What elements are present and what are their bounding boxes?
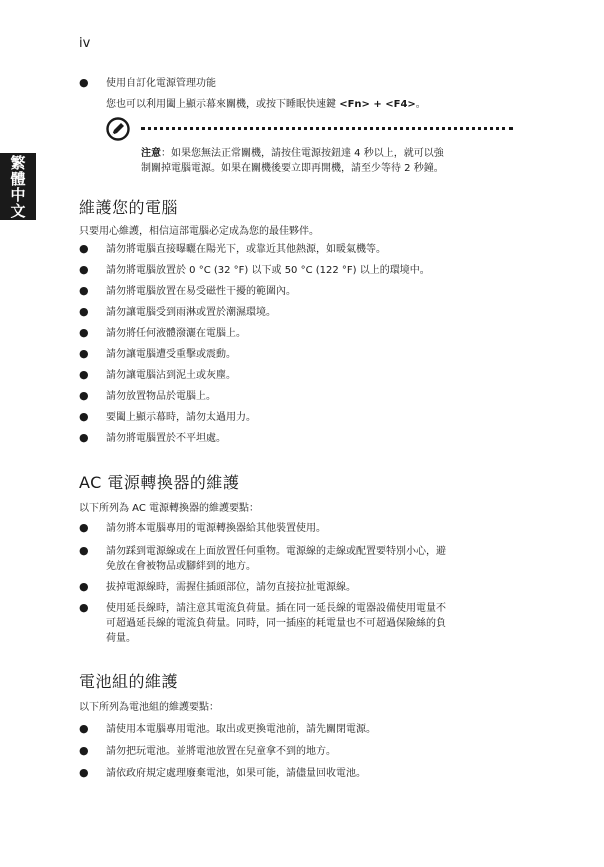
list-item: 請勿將電腦放置在易受磁性干擾的範圍內。 bbox=[106, 286, 296, 297]
language-tab-char: 中 bbox=[10, 185, 26, 204]
section-heading: 電池組的維護 bbox=[79, 672, 179, 691]
list-item-continuation: 荷量。 bbox=[106, 633, 136, 644]
list-item: 請勿將電腦放置於 0 °C (32 °F) 以下或 50 °C (122 °F) 以上的環境中。 bbox=[106, 265, 430, 276]
list-item: 使用延長線時，請注意其電流負荷量。插在同一延長線的電器設備使用電量不 bbox=[106, 603, 446, 614]
note-line-2: 制關掉電腦電源。如果在關機後要立即再開機，請至少等待 2 秒鐘。 bbox=[141, 163, 444, 174]
list-item: 請勿讓電腦沾到泥土或灰塵。 bbox=[106, 370, 236, 381]
language-tab-char: 體 bbox=[10, 169, 26, 188]
list-item: 請勿讓電腦受到雨淋或置於潮濕環境。 bbox=[106, 307, 276, 318]
list-item: 請勿將任何液體潑灑在電腦上。 bbox=[106, 328, 246, 339]
note-divider bbox=[141, 127, 513, 130]
section-intro: 以下所列為電池組的維護要點： bbox=[79, 702, 219, 713]
list-item: 請勿將本電腦專用的電源轉換器給其他裝置使用。 bbox=[106, 523, 326, 534]
list-item: 請依政府規定處理廢棄電池，如果可能，請儘量回收電池。 bbox=[106, 768, 366, 779]
list-item: 請勿讓電腦遭受重擊或震動。 bbox=[106, 349, 236, 360]
language-tab-char: 繁 bbox=[10, 153, 26, 172]
intro-text: 您也可以利用闔上顯示幕來關機，或按下睡眠快速鍵 <Fn> + <F4>。 bbox=[106, 99, 426, 110]
section-heading: 維護您的電腦 bbox=[79, 198, 179, 217]
section-heading: AC 電源轉換器的維護 bbox=[79, 473, 240, 492]
note-pencil-icon bbox=[106, 117, 130, 141]
language-tab bbox=[0, 153, 36, 220]
intro-bullet-title: 使用自訂化電源管理功能 bbox=[106, 78, 216, 89]
section-intro: 只要用心維護，相信這部電腦必定成為您的最佳夥伴。 bbox=[79, 226, 319, 237]
page-number: iv bbox=[79, 36, 91, 51]
list-item: 請勿放置物品於電腦上。 bbox=[106, 391, 216, 402]
note-line-1: 注意：如果您無法正常關機，請按住電源按鈕達 4 秒以上，就可以強 bbox=[141, 148, 444, 159]
language-tab-char: 文 bbox=[10, 201, 26, 220]
list-item: 要闔上顯示幕時，請勿太過用力。 bbox=[106, 412, 256, 423]
list-item: 請勿將電腦置於不平坦處。 bbox=[106, 433, 226, 444]
list-item: 請使用本電腦專用電池。取出或更換電池前，請先關閉電源。 bbox=[106, 724, 376, 735]
list-item: 請勿將電腦直接曝曬在陽光下，或靠近其他熱源，如暖氣機等。 bbox=[106, 244, 386, 255]
list-item: 請勿把玩電池。並將電池放置在兒童拿不到的地方。 bbox=[106, 746, 336, 757]
list-item: 請勿踩到電源線或在上面放置任何重物。電源線的走線或配置要特別小心，避 bbox=[106, 546, 446, 557]
list-item-continuation: 免放在會被物品或腳絆到的地方。 bbox=[106, 561, 256, 572]
list-item-continuation: 可超過延長線的電流負荷量。同時，同一插座的耗電量也不可超過保險絲的負 bbox=[106, 618, 446, 629]
section-intro: 以下所列為 AC 電源轉換器的維護要點： bbox=[79, 503, 260, 514]
list-item: 拔掉電源線時，需握住插頭部位，請勿直接拉扯電源線。 bbox=[106, 582, 356, 593]
bullet-icon: ● bbox=[79, 76, 89, 89]
